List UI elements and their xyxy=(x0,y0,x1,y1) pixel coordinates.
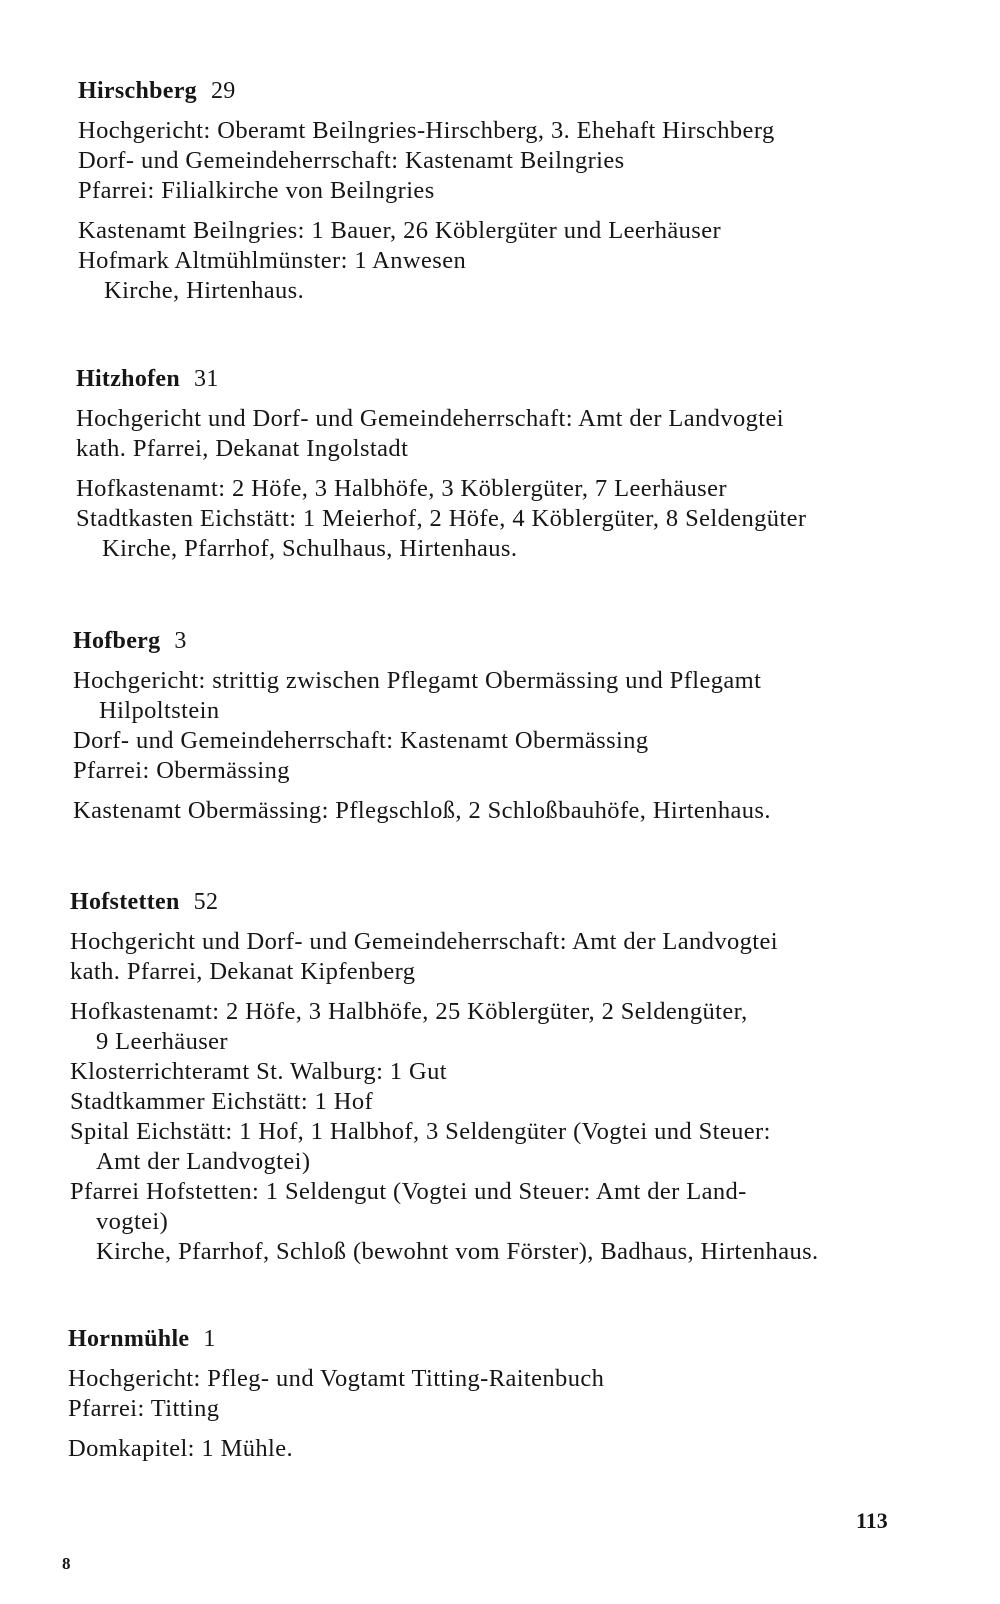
entry-line: Stadtkasten Eichstätt: 1 Meierhof, 2 Höfe, 4 Köblergüter, 8 Seldengüter xyxy=(76,505,807,532)
entry-heading xyxy=(73,626,933,656)
printer-signature-mark: 8 xyxy=(62,1554,71,1573)
entry-line: Domkapitel: 1 Mühle. xyxy=(68,1435,294,1462)
entry-line: kath. Pfarrei, Dekanat Ingolstadt xyxy=(76,435,409,462)
entry-line: Kirche, Pfarrhof, Schulhaus, Hirtenhaus. xyxy=(102,535,518,562)
entry-heading xyxy=(68,1324,928,1354)
entry-line: Kirche, Pfarrhof, Schloß (bewohnt vom Förster), Badhaus, Hirtenhaus. xyxy=(96,1238,819,1265)
entry-number: 3 xyxy=(174,628,187,654)
entry-line: Stadtkammer Eichstätt: 1 Hof xyxy=(70,1088,374,1115)
entry-line: vogtei) xyxy=(96,1208,169,1235)
spacer xyxy=(78,206,938,216)
entry-line: Pfarrei Hofstetten: 1 Seldengut (Vogtei und Steuer: Amt der Land- xyxy=(70,1178,747,1205)
entry-line: Hochgericht: Oberamt Beilngries-Hirschberg, 3. Ehehaft Hirschberg xyxy=(78,117,775,144)
entry-heading xyxy=(78,76,938,106)
entry-line: Dorf- und Gemeindeherrschaft: Kastenamt Beilngries xyxy=(78,147,625,174)
entry-hitzhofen xyxy=(76,364,936,564)
entry-line: Kastenamt Beilngries: 1 Bauer, 26 Köblergüter und Leerhäuser xyxy=(78,217,722,244)
entry-line: Hochgericht und Dorf- und Gemeindeherrschaft: Amt der Landvogtei xyxy=(70,928,778,955)
entry-name: Hitzhofen xyxy=(76,366,181,392)
entry-name: Hornmühle xyxy=(68,1326,190,1352)
entry-name: Hofberg xyxy=(73,628,161,654)
entry-line: Hochgericht: strittig zwischen Pflegamt Obermässing und Pflegamt xyxy=(73,667,762,694)
entry-line: Kastenamt Obermässing: Pflegschloß, 2 Schloßbauhöfe, Hirtenhaus. xyxy=(73,797,771,824)
entry-line: 9 Leerhäuser xyxy=(96,1028,228,1055)
entry-line: Hofmark Altmühlmünster: 1 Anwesen xyxy=(78,247,467,274)
entry-number: 29 xyxy=(210,78,236,104)
entry-line: Hochgericht: Pfleg- und Vogtamt Titting-Raitenbuch xyxy=(68,1365,605,1392)
entry-hofberg xyxy=(73,626,933,826)
entry-line: Hofkastenamt: 2 Höfe, 3 Halbhöfe, 25 Köblergüter, 2 Seldengüter, xyxy=(70,998,748,1025)
spacer xyxy=(70,987,930,997)
entry-line: Spital Eichstätt: 1 Hof, 1 Halbhof, 3 Seldengüter (Vogtei und Steuer: xyxy=(70,1118,771,1145)
entry-line: Kirche, Hirtenhaus. xyxy=(104,277,305,304)
entry-line: Dorf- und Gemeindeherrschaft: Kastenamt Obermässing xyxy=(73,727,649,754)
entry-line: Amt der Landvogtei) xyxy=(96,1148,311,1175)
entry-line: Pfarrei: Obermässing xyxy=(73,757,290,784)
entry-line: Hochgericht und Dorf- und Gemeindeherrschaft: Amt der Landvogtei xyxy=(76,405,784,432)
entry-line: Hofkastenamt: 2 Höfe, 3 Halbhöfe, 3 Köblergüter, 7 Leerhäuser xyxy=(76,475,727,502)
entry-hirschberg xyxy=(78,76,938,306)
entry-line: Klosterrichteramt St. Walburg: 1 Gut xyxy=(70,1058,447,1085)
entry-line: Pfarrei: Filialkirche von Beilngries xyxy=(78,177,435,204)
entry-number: 1 xyxy=(203,1326,216,1352)
spacer xyxy=(76,464,936,474)
entry-heading xyxy=(76,364,936,394)
entry-number: 52 xyxy=(193,889,219,915)
entry-line: kath. Pfarrei, Dekanat Kipfenberg xyxy=(70,958,416,985)
entry-name: Hofstetten xyxy=(70,889,180,915)
spacer xyxy=(68,1424,928,1434)
spacer xyxy=(73,786,933,796)
entry-hornmuehle xyxy=(68,1324,928,1464)
page-number: 113 xyxy=(856,1508,888,1533)
entry-hofstetten xyxy=(70,887,930,1267)
entry-number: 31 xyxy=(194,366,219,392)
entry-line: Pfarrei: Titting xyxy=(68,1395,220,1422)
entry-heading xyxy=(70,887,930,917)
entry-line: Hilpoltstein xyxy=(99,697,220,724)
entry-name: Hirschberg xyxy=(78,78,197,104)
